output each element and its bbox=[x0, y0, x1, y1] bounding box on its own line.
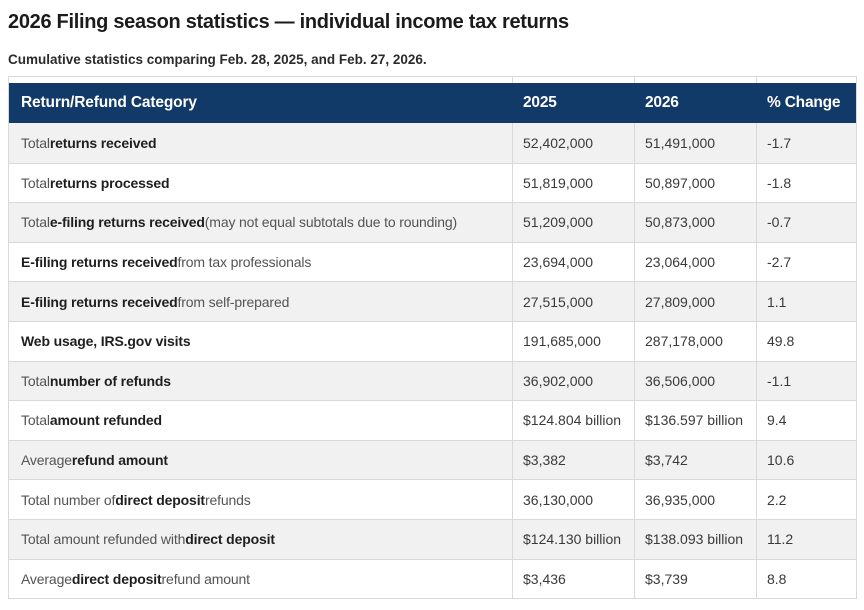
category-cell bbox=[9, 520, 513, 559]
category-cell bbox=[9, 322, 513, 361]
category-text: Total bbox=[21, 174, 50, 191]
percent-change-cell: 8.8 bbox=[767, 570, 787, 587]
category-cell bbox=[9, 362, 513, 401]
percent-change-cell: 2.2 bbox=[767, 491, 787, 508]
category-text: Total bbox=[21, 214, 50, 231]
value-2026-cell: $136.597 billion bbox=[635, 401, 757, 440]
category-text: Total bbox=[21, 412, 50, 429]
category-text: from self-prepared bbox=[177, 293, 290, 310]
value-2025-cell: 23,694,000 bbox=[513, 243, 635, 282]
value-2025-cell: 51,819,000 bbox=[513, 164, 635, 203]
percent-change-cell: 9.4 bbox=[767, 412, 787, 429]
value-2025-cell: 52,402,000 bbox=[513, 123, 635, 163]
page-subtitle: Cumulative statistics comparing Feb. 28, 2025, and Feb. 27, 2026. bbox=[8, 52, 427, 67]
value-2025-cell: 27,515,000 bbox=[513, 282, 635, 321]
table-row bbox=[9, 361, 856, 401]
value-2026-cell: 27,809,000 bbox=[635, 282, 757, 321]
value-2026-cell: 50,897,000 bbox=[635, 164, 757, 203]
category-text-bold: direct deposit bbox=[71, 570, 162, 587]
category-cell bbox=[9, 164, 513, 203]
value-2025-cell: 51,209,000 bbox=[513, 203, 635, 242]
percent-change-cell: -1.1 bbox=[767, 372, 792, 389]
value-2026-cell: 50,873,000 bbox=[635, 203, 757, 242]
value-2025-cell: $124.130 billion bbox=[513, 520, 635, 559]
value-2026-cell: $138.093 billion bbox=[635, 520, 757, 559]
category-text-bold: number of refunds bbox=[49, 372, 171, 389]
value-2026-cell: 287,178,000 bbox=[635, 322, 757, 361]
table-row bbox=[9, 242, 856, 282]
percent-change-cell: -1.7 bbox=[767, 134, 792, 151]
table-row bbox=[9, 202, 856, 242]
category-text: Average bbox=[21, 452, 72, 469]
table-row bbox=[9, 519, 856, 559]
percent-change-cell: -0.7 bbox=[767, 214, 792, 231]
category-text-bold: E-filing returns received bbox=[21, 254, 178, 271]
table-header-row bbox=[9, 83, 856, 123]
value-2026-cell: 23,064,000 bbox=[635, 243, 757, 282]
category-cell bbox=[9, 560, 513, 599]
percent-change-cell: 49.8 bbox=[767, 333, 795, 350]
category-cell bbox=[9, 441, 513, 480]
category-cell bbox=[9, 203, 513, 242]
table-row bbox=[9, 321, 856, 361]
value-2025-cell: 191,685,000 bbox=[513, 322, 635, 361]
category-text: refund amount bbox=[161, 570, 250, 587]
category-text-bold: direct deposit bbox=[185, 531, 275, 548]
column-header-percent-change: % Change bbox=[767, 94, 841, 111]
percent-change-cell: 1.1 bbox=[767, 293, 787, 310]
table-row bbox=[9, 479, 856, 519]
table-row bbox=[9, 163, 856, 203]
category-cell bbox=[9, 401, 513, 440]
category-text: from tax professionals bbox=[177, 254, 312, 271]
value-2025-cell: $3,436 bbox=[513, 560, 635, 599]
category-text-bold: E-filing returns received bbox=[21, 293, 178, 310]
category-cell bbox=[9, 480, 513, 519]
category-text-bold: e-filing returns received bbox=[49, 214, 205, 231]
value-2026-cell: 36,935,000 bbox=[635, 480, 757, 519]
value-2026-cell: 51,491,000 bbox=[635, 123, 757, 163]
percent-change-cell: 10.6 bbox=[767, 452, 795, 469]
category-text: Total number of bbox=[21, 491, 116, 508]
category-text: Total bbox=[21, 134, 50, 151]
table-row bbox=[9, 559, 856, 599]
table-top-spacer bbox=[9, 76, 856, 83]
table-row bbox=[9, 123, 856, 163]
category-cell bbox=[9, 123, 513, 163]
percent-change-cell: 11.2 bbox=[767, 531, 794, 548]
value-2026-cell: $3,742 bbox=[635, 441, 757, 480]
category-text: Total bbox=[21, 372, 50, 389]
column-header-2026: 2026 bbox=[645, 94, 679, 111]
value-2025-cell: 36,902,000 bbox=[513, 362, 635, 401]
value-2025-cell: 36,130,000 bbox=[513, 480, 635, 519]
percent-change-cell: -2.7 bbox=[767, 254, 792, 271]
table-row bbox=[9, 281, 856, 321]
category-text-bold: Web usage, IRS.gov visits bbox=[21, 333, 191, 350]
value-2025-cell: $3,382 bbox=[513, 441, 635, 480]
column-header-category: Return/Refund Category bbox=[21, 94, 197, 111]
category-text-bold: returns received bbox=[49, 134, 157, 151]
value-2026-cell: $3,739 bbox=[635, 560, 757, 599]
category-cell bbox=[9, 282, 513, 321]
value-2026-cell: 36,506,000 bbox=[635, 362, 757, 401]
value-2025-cell: $124.804 billion bbox=[513, 401, 635, 440]
table-row bbox=[9, 440, 856, 480]
filing-statistics-table bbox=[8, 76, 857, 599]
category-text-bold: refund amount bbox=[71, 452, 168, 469]
category-text: Average bbox=[21, 570, 72, 587]
table-body bbox=[9, 123, 856, 598]
category-text-bold: direct deposit bbox=[115, 491, 205, 508]
category-text-bold: amount refunded bbox=[49, 412, 162, 429]
category-cell bbox=[9, 243, 513, 282]
category-text: refunds bbox=[204, 491, 251, 508]
table-row bbox=[9, 400, 856, 440]
percent-change-cell: -1.8 bbox=[767, 174, 792, 191]
category-text: (may not equal subtotals due to rounding) bbox=[204, 214, 458, 231]
column-header-2025: 2025 bbox=[523, 94, 557, 111]
page-title: 2026 Filing season statistics — individual income tax returns bbox=[8, 11, 569, 33]
category-text-bold: returns processed bbox=[49, 174, 170, 191]
category-text: Total amount refunded with bbox=[21, 531, 186, 548]
